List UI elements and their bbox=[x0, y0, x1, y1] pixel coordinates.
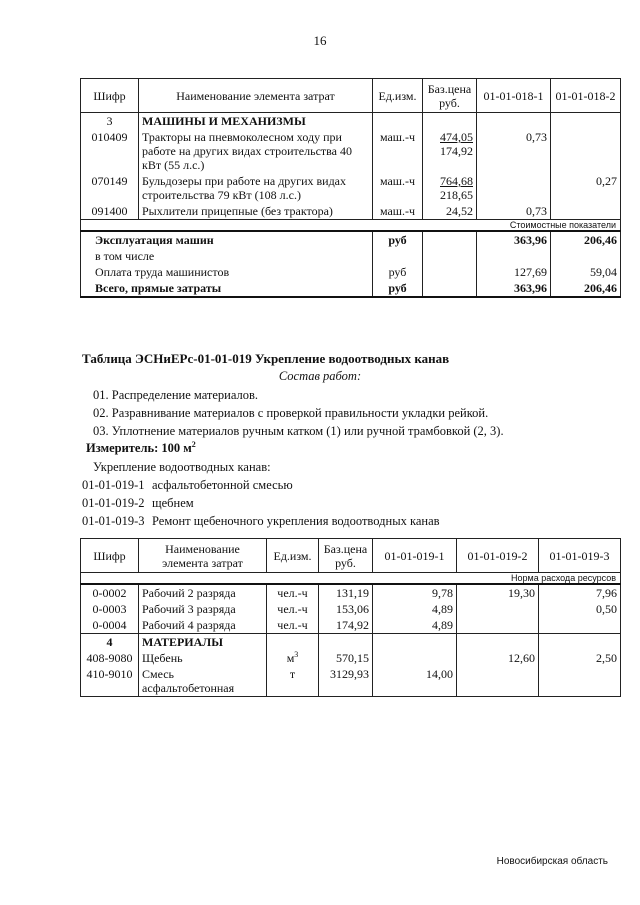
table-row bbox=[81, 129, 621, 173]
row-name: МАШИНЫ И МЕХАНИЗМЫ bbox=[139, 113, 373, 130]
row-price: 3129,93 bbox=[319, 666, 373, 697]
variant-text: асфальтобетонной смесью bbox=[152, 478, 293, 492]
row-value-2 bbox=[457, 666, 539, 697]
row-code: 010409 bbox=[81, 129, 139, 173]
row-value-1: 0,73 bbox=[477, 203, 551, 220]
table-row bbox=[81, 584, 621, 601]
header-col1: 01-01-019-1 bbox=[373, 539, 457, 573]
row-code: 0-0004 bbox=[81, 617, 139, 634]
section-subtitle: Состав работ: bbox=[278, 369, 362, 383]
row-value-1: 4,89 bbox=[373, 617, 457, 634]
total-name: Оплата труда машинистов bbox=[81, 264, 373, 280]
header-code: Шифр bbox=[81, 539, 139, 573]
variant-text: щебнем bbox=[152, 496, 194, 510]
row-unit: маш.-ч bbox=[373, 173, 423, 203]
row-unit: $м^3$ bbox=[267, 650, 319, 666]
row-value-1: 0,73 bbox=[477, 129, 551, 173]
row-value-3 bbox=[539, 617, 621, 634]
resources-table bbox=[80, 538, 621, 697]
row-price: 24,52 bbox=[423, 203, 477, 220]
table-row bbox=[81, 666, 621, 697]
totals-row bbox=[81, 264, 621, 280]
header-name: Наименование элемента затрат bbox=[139, 79, 373, 113]
row-value-2: 19,30 bbox=[457, 584, 539, 601]
table-row bbox=[81, 173, 621, 203]
total-value-2: 206,46 bbox=[551, 280, 621, 297]
header-unit: Ед.изм. bbox=[267, 539, 319, 573]
header-price: Баз.цена руб. bbox=[319, 539, 373, 573]
row-code: 4 bbox=[81, 634, 139, 651]
footer-region: Новосибирская область bbox=[496, 856, 608, 867]
row-price: 474,05 174,92 bbox=[423, 129, 477, 173]
row-name: Рабочий 2 разряда bbox=[139, 584, 267, 601]
work-item: 03. Уплотнение материалов ручным катком (1) или ручной трамбовкой (2, 3). bbox=[93, 424, 504, 438]
header-col2: 01-01-018-2 bbox=[551, 79, 621, 113]
section-label-row bbox=[81, 220, 621, 232]
row-value-2: 0,27 bbox=[551, 173, 621, 203]
table-row bbox=[81, 113, 621, 130]
page-number: 16 bbox=[313, 33, 327, 48]
work-item: 02. Разравнивание материалов с проверкой правильности укладки рейкой. bbox=[93, 406, 489, 420]
table-row bbox=[81, 203, 621, 220]
total-value-1: 127,69 bbox=[477, 264, 551, 280]
row-unit: чел.-ч bbox=[267, 584, 319, 601]
row-unit: чел.-ч bbox=[267, 601, 319, 617]
section-title: Таблица ЭСНиЕРс-01-01-019 Укрепление водоотводных канав bbox=[82, 351, 450, 366]
total-value-2: 59,04 bbox=[551, 264, 621, 280]
header-unit: Ед.изм. bbox=[373, 79, 423, 113]
row-value-1: 9,78 bbox=[373, 584, 457, 601]
table-row bbox=[81, 617, 621, 634]
row-unit: маш.-ч bbox=[373, 129, 423, 173]
row-value-3: 7,96 bbox=[539, 584, 621, 601]
total-unit: руб bbox=[373, 264, 423, 280]
row-price: 570,15 bbox=[319, 650, 373, 666]
row-name: Рыхлители прицепные (без трактора) bbox=[139, 203, 373, 220]
row-code: 091400 bbox=[81, 203, 139, 220]
row-unit: чел.-ч bbox=[267, 617, 319, 634]
row-value-1: 4,89 bbox=[373, 601, 457, 617]
header-col2: 01-01-019-2 bbox=[457, 539, 539, 573]
variant-text: Ремонт щебеночного укрепления водоотводных канав bbox=[152, 514, 440, 528]
total-value-1: 363,96 bbox=[477, 280, 551, 297]
table-row bbox=[81, 650, 621, 666]
row-price: 764,68 218,65 bbox=[423, 173, 477, 203]
machines-table bbox=[80, 78, 621, 298]
variant-code: 01-01-019-2 bbox=[82, 496, 145, 510]
totals-row bbox=[81, 248, 621, 264]
row-value-1: 14,00 bbox=[373, 666, 457, 697]
total-name: Всего, прямые затраты bbox=[81, 280, 373, 297]
variant-code: 01-01-019-3 bbox=[82, 514, 145, 528]
work-item: 01. Распределение материалов. bbox=[93, 388, 259, 402]
row-price: 153,06 bbox=[319, 601, 373, 617]
intro-text: Укрепление водоотводных канав: bbox=[93, 460, 271, 474]
section-label: Норма расхода ресурсов bbox=[81, 573, 621, 585]
row-value-1 bbox=[477, 173, 551, 203]
row-unit: т bbox=[267, 666, 319, 697]
total-value-2: 206,46 bbox=[551, 231, 621, 248]
row-code: 3 bbox=[106, 114, 113, 128]
row-name: Щебень bbox=[139, 650, 267, 666]
total-name: Эксплуатация машин bbox=[81, 231, 373, 248]
row-name: МАТЕРИАЛЫ bbox=[139, 634, 267, 651]
header-name: Наименование элемента затрат bbox=[139, 539, 267, 573]
header-col1: 01-01-018-1 bbox=[477, 79, 551, 113]
row-code: 410-9010 bbox=[81, 666, 139, 697]
row-unit: маш.-ч bbox=[373, 203, 423, 220]
row-code: 0-0002 bbox=[81, 584, 139, 601]
section-label-row bbox=[81, 573, 621, 585]
row-code: 070149 bbox=[81, 173, 139, 203]
row-price: 131,19 bbox=[319, 584, 373, 601]
totals-row bbox=[81, 280, 621, 297]
total-unit: руб bbox=[373, 231, 423, 248]
row-code: 0-0003 bbox=[81, 601, 139, 617]
row-value-2 bbox=[457, 601, 539, 617]
totals-row bbox=[81, 231, 621, 248]
header-code: Шифр bbox=[81, 79, 139, 113]
row-name: Бульдозеры при работе на других видах строительства 79 кВт (108 л.с.) bbox=[139, 173, 373, 203]
row-value-2: 12,60 bbox=[457, 650, 539, 666]
row-value-2 bbox=[457, 617, 539, 634]
row-name: Смесь асфальтобетонная bbox=[139, 666, 267, 697]
measure-label: Измеритель: 100 $м^2$ bbox=[86, 439, 196, 455]
row-value-2 bbox=[551, 129, 621, 173]
row-name: Рабочий 4 разряда bbox=[139, 617, 267, 634]
row-value-3 bbox=[539, 666, 621, 697]
row-code: 408-9080 bbox=[81, 650, 139, 666]
row-value-2 bbox=[551, 203, 621, 220]
header-price: Баз.цена руб. bbox=[423, 79, 477, 113]
table-row bbox=[81, 601, 621, 617]
table-row bbox=[81, 634, 621, 651]
header-col3: 01-01-019-3 bbox=[539, 539, 621, 573]
row-price: 174,92 bbox=[319, 617, 373, 634]
variant-code: 01-01-019-1 bbox=[82, 478, 145, 492]
total-value-1: 363,96 bbox=[477, 231, 551, 248]
section-label: Стоимостные показатели bbox=[81, 220, 621, 232]
total-name: в том числе bbox=[81, 248, 373, 264]
row-name: Тракторы на пневмоколесном ходу при работе на других видах строительства 40 кВт (55 л.с.) bbox=[139, 129, 373, 173]
row-value-1 bbox=[373, 650, 457, 666]
total-unit: руб bbox=[373, 280, 423, 297]
row-value-3: 0,50 bbox=[539, 601, 621, 617]
row-value-3: 2,50 bbox=[539, 650, 621, 666]
row-name: Рабочий 3 разряда bbox=[139, 601, 267, 617]
